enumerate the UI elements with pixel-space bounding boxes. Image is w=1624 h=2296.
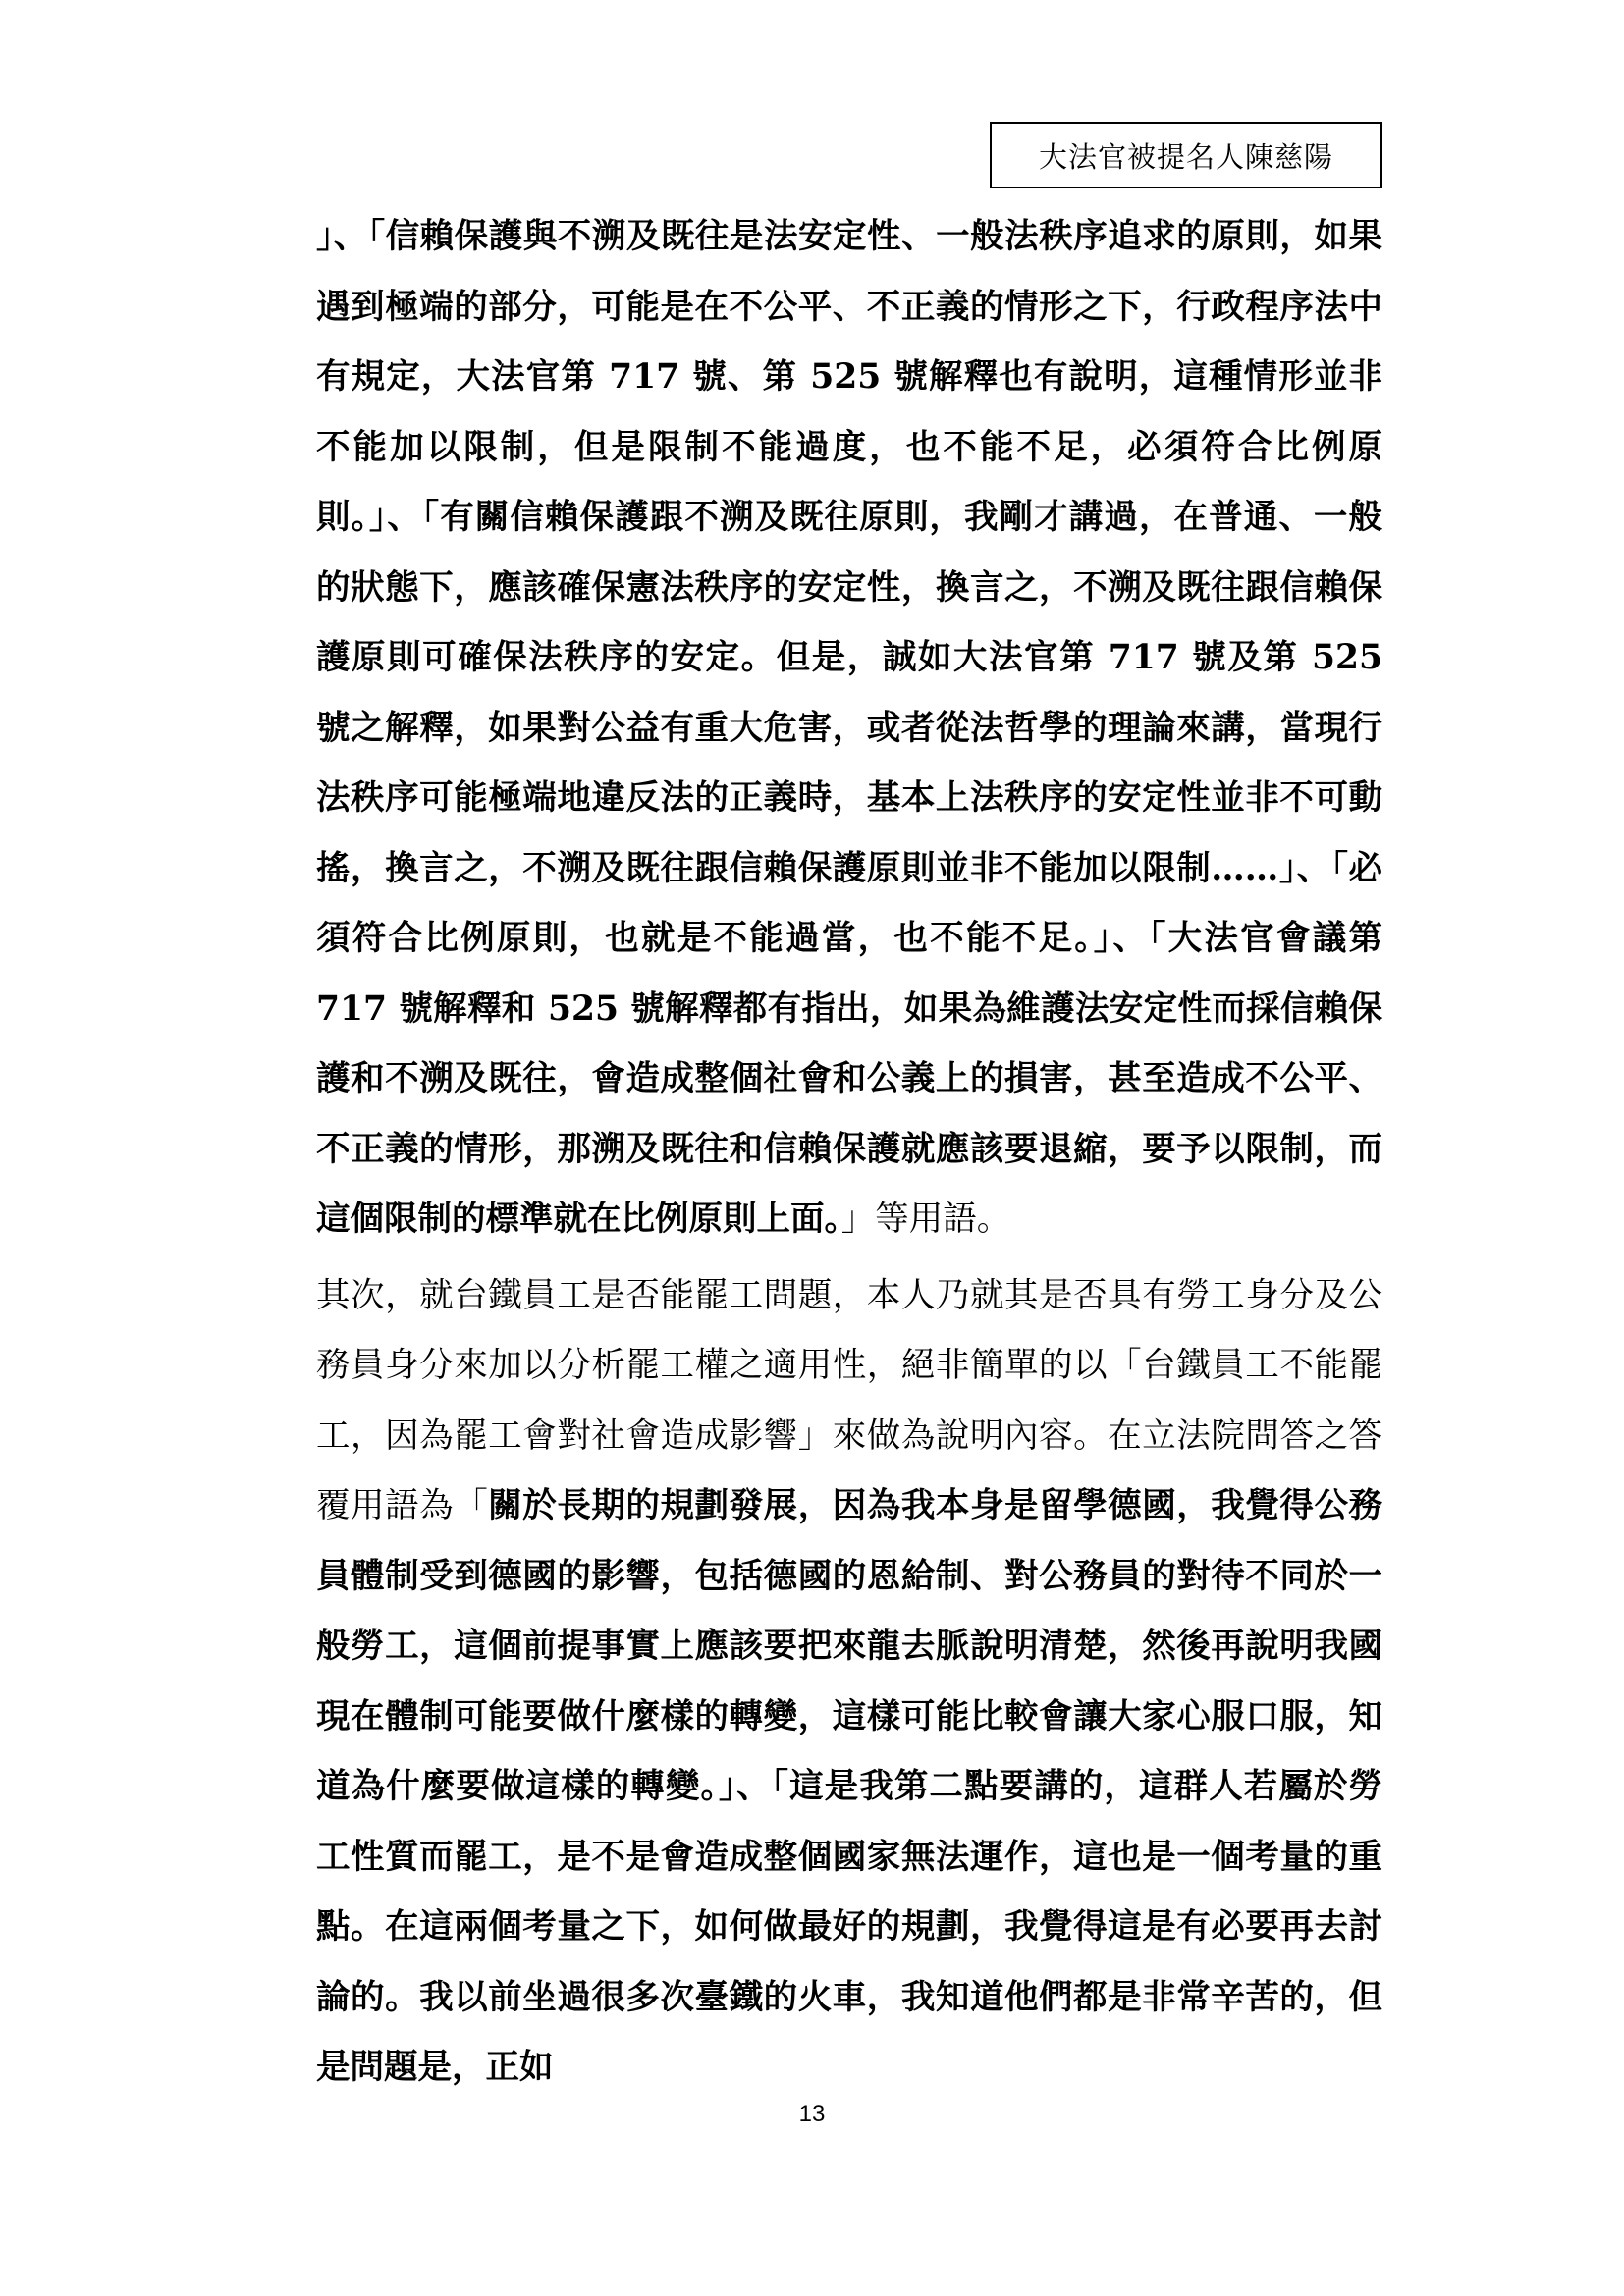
quoted-testimony-2: 關於長期的規劃發展，因為我本身是留學德國，我覺得公務員體制受到德國的影響，包括德國的恩給制、對公務員的對待不同於一般勞工，這個前提事實上應該要把來龍去脈說明清楚，然後再說明我國現在體制可能要做什麼樣的轉變，這樣可能比較會讓大家心服口服，知道為什麼要做這樣的轉變。」、「這是我第二點要講的，這群人若屬於勞工性質而罷工，是不是會造成整個國家無法運作，這也是一個考量的重點。在這兩個考量之下，如何做最好的規劃，我覺得這是有必要再去討論的。我以前坐過很多次臺鐵的火車，我知道他們都是非常辛苦的，但是問題是，正如 (316, 1486, 1382, 2087)
nominee-header-box (990, 122, 1382, 188)
paragraph-1-closing: 」等用語。 (840, 1200, 1011, 1239)
document-body (316, 202, 1382, 2104)
nominee-label: 大法官被提名人陳慈陽 (1038, 139, 1333, 174)
quoted-testimony-1: 」、「信賴保護與不溯及既往是法安定性、一般法秩序追求的原則，如果遇到極端的部分，可能是在不公平、不正義的情形之下，行政程序法中有規定，大法官第 717 號、第 525 號解釋也有說明，這種情形並非不能加以限制，但是限制不能過度，也不能不足，必須符合比例原則。」、「有關信賴保護跟不溯及既往原則，我剛才講過，在普通、一般的狀態下，應該確保憲法秩序的安定性，換言之，不溯及既往跟信賴保護原則可確保法秩序的安定。但是，誠如大法官第 717 號及第 525 號之解釋，如果對公益有重大危害，或者從法哲學的理論來講，當現行法秩序可能極端地違反法的正義時，基本上法秩序的安定性並非不可動搖，換言之，不溯及既往跟信賴保護原則並非不能加以限制……」、「必須符合比例原則，也就是不能過當，也不能不足。」、「大法官會議第 717 號解釋和 525 號解釋都有指出，如果為維護法安定性而採信賴保護和不溯及既往，會造成整個社會和公義上的損害，甚至造成不公平、不正義的情形，那溯及既往和信賴保護就應該要退縮，要予以限制，而這個限制的標準就在比例原則上面。 (316, 217, 1382, 1239)
page-number: 13 (798, 2101, 826, 2127)
paragraph-2 (316, 1261, 1382, 2104)
paragraph-2-intro: 其次，就台鐵員工是否能罷工問題，本人乃就其是否具有勞工身分及公務員身分來加以分析罷工權之適用性，絕非簡單的以「台鐵員工不能罷工，因為罷工會對社會造成影響」來做為說明內容。在立法院問答之答覆用語為「 (316, 1275, 1382, 1525)
paragraph-1 (316, 202, 1382, 1255)
